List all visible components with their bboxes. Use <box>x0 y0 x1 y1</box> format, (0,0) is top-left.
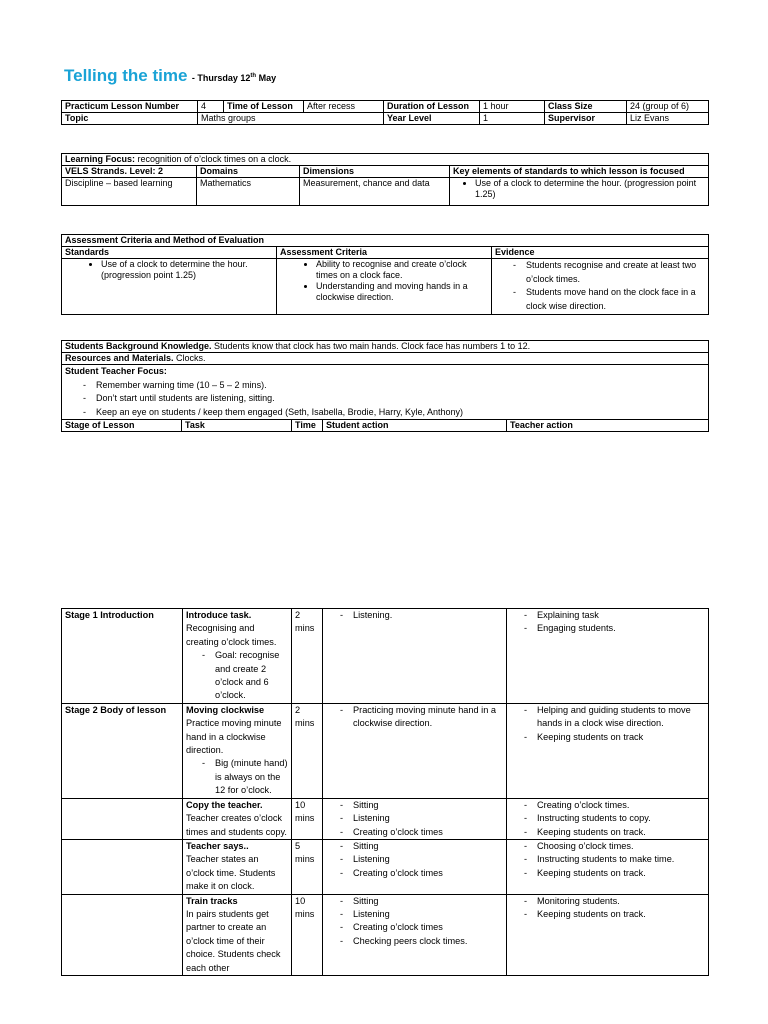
task-title: Train tracks <box>186 895 238 906</box>
duration-value: 1 hour <box>480 101 545 113</box>
student-actions <box>323 703 507 798</box>
student-action-item: - Checking peers clock times. <box>340 935 503 948</box>
resources-value: Clocks. <box>173 353 206 363</box>
task-title: Copy the teacher. <box>186 799 263 810</box>
teacher-action-item: - Keeping students on track. <box>524 908 705 921</box>
col-time: Time <box>292 420 323 432</box>
task-body: Teacher states an o’clock time. Students make it on clock. <box>186 854 276 892</box>
student-teacher-focus <box>62 365 709 420</box>
student-action-item: - Listening <box>340 853 503 866</box>
stage-name: Stage 1 Introduction <box>62 609 183 704</box>
background-table <box>61 340 709 432</box>
criteria-label: Assessment Criteria <box>277 247 492 259</box>
criteria-item: • Ability to recognise and create o’clock times on a clock face. <box>316 259 488 281</box>
student-action-item: - Listening. <box>340 609 503 622</box>
assessment-heading: Assessment Criteria and Method of Evaluation <box>62 235 709 247</box>
student-action-item: - Practicing moving minute hand in a clockwise direction. <box>340 704 503 731</box>
teacher-actions <box>507 839 709 894</box>
key-elements-list <box>450 178 709 206</box>
supervisor-label: Supervisor <box>545 113 627 125</box>
student-action-item: - Listening <box>340 908 503 921</box>
topic-value: Maths groups <box>198 113 384 125</box>
task-sub-item: - Goal: recognise and create 2 o’clock and 6 o’clock. <box>202 649 288 703</box>
stf-item: - Keep an eye on students / keep them engaged (Seth, Isabella, Brodie, Harry, Kyle, Anthony) <box>83 406 705 420</box>
stages-body <box>62 609 709 976</box>
stage-time: 10 mins <box>292 798 323 839</box>
student-action-item: - Sitting <box>340 799 503 812</box>
supervisor-value: Liz Evans <box>627 113 709 125</box>
stage-time: 2 mins <box>292 609 323 704</box>
student-action-item: - Creating o’clock times <box>340 826 503 839</box>
stage-row <box>62 609 709 704</box>
title-date-sup: th <box>250 73 257 79</box>
year-label: Year Level <box>384 113 480 125</box>
teacher-action-item: - Instructing students to make time. <box>524 853 705 866</box>
student-actions <box>323 609 507 704</box>
stage-row <box>62 703 709 798</box>
class-label: Class Size <box>545 101 627 113</box>
learning-focus-label: Learning Focus: <box>65 154 136 164</box>
teacher-action-item: - Engaging students. <box>524 622 705 635</box>
col-student: Student action <box>323 420 507 432</box>
evidence-item: - Students recognise and create at least two o’clock times. <box>513 259 705 286</box>
student-action-item: - Sitting <box>340 840 503 853</box>
learning-focus-value: recognition of o’clock times on a clock. <box>135 154 292 164</box>
time-value: After recess <box>304 101 384 113</box>
topic-label: Topic <box>62 113 198 125</box>
teacher-action-item: - Keeping students on track. <box>524 826 705 839</box>
task-body: In pairs students get partner to create an o’clock time of their choice. Students check each other <box>186 908 281 973</box>
dimensions-label: Dimensions <box>300 166 450 178</box>
stage-time: 2 mins <box>292 703 323 798</box>
learning-focus <box>62 154 709 166</box>
col-stage: Stage of Lesson <box>62 420 182 432</box>
key-element-item: • Use of a clock to determine the hour. (progression point 1.25) <box>475 178 705 200</box>
student-action-item: - Creating o’clock times <box>340 921 503 934</box>
teacher-action-item: - Keeping students on track <box>524 731 705 744</box>
title-date-prefix: - Thursday 12 <box>191 73 251 83</box>
evidence-item: - Students move hand on the clock face in a clock wise direction. <box>513 286 705 313</box>
stf-item: - Don’t start until students are listening, sitting. <box>83 392 705 406</box>
col-task: Task <box>182 420 292 432</box>
stage-name <box>62 894 183 975</box>
student-action-item: - Listening <box>340 812 503 825</box>
stage-row <box>62 798 709 839</box>
teacher-action-item: - Instructing students to copy. <box>524 812 705 825</box>
stf-label: Student Teacher Focus: <box>65 366 167 376</box>
task-body: Practice moving minute hand in a clockwise direction. <box>186 718 282 756</box>
title-main: Telling the time <box>64 66 188 85</box>
year-value: 1 <box>480 113 545 125</box>
task-title: Moving clockwise <box>186 704 265 715</box>
stage-task <box>183 609 292 704</box>
stage-task <box>183 839 292 894</box>
background-value: Students know that clock has two main hands. Clock face has numbers 1 to 12. <box>211 341 531 351</box>
stage-task <box>183 894 292 975</box>
lesson-info-table <box>61 100 709 125</box>
stage-name: Stage 2 Body of lesson <box>62 703 183 798</box>
criteria-item: • Understanding and moving hands in a clockwise direction. <box>316 281 488 303</box>
student-action-item: - Creating o’clock times <box>340 867 503 880</box>
student-action-item: - Sitting <box>340 895 503 908</box>
task-sub-item: - Big (minute hand) is always on the 12 for o’clock. <box>202 757 288 797</box>
teacher-actions <box>507 703 709 798</box>
teacher-actions <box>507 894 709 975</box>
col-teacher: Teacher action <box>507 420 709 432</box>
stage-name <box>62 798 183 839</box>
dimension-value: Measurement, chance and data <box>300 178 450 206</box>
duration-label: Duration of Lesson <box>384 101 480 113</box>
stage-task <box>183 703 292 798</box>
evidence-label: Evidence <box>492 247 709 259</box>
task-title: Introduce task. <box>186 610 252 620</box>
practicum-value: 4 <box>198 101 224 113</box>
evidence-list <box>492 259 709 315</box>
criteria-list <box>277 259 492 315</box>
teacher-action-item: - Explaining task <box>524 609 705 622</box>
resources-label: Resources and Materials. <box>65 353 174 363</box>
vels-strands: VELS Strands. Level: 2 <box>62 166 197 178</box>
domain-value: Mathematics <box>197 178 300 206</box>
stage-time: 10 mins <box>292 894 323 975</box>
student-actions <box>323 839 507 894</box>
teacher-actions <box>507 798 709 839</box>
practicum-label: Practicum Lesson Number <box>62 101 198 113</box>
student-actions <box>323 894 507 975</box>
resources <box>62 353 709 365</box>
title-date-suffix: May <box>256 73 277 83</box>
teacher-actions <box>507 609 709 704</box>
stf-item: - Remember warning time (10 – 5 – 2 mins). <box>83 379 705 393</box>
stages-table <box>61 608 709 976</box>
learning-focus-table <box>61 153 709 206</box>
student-actions <box>323 798 507 839</box>
teacher-action-item: - Monitoring students. <box>524 895 705 908</box>
domains-label: Domains <box>197 166 300 178</box>
teacher-action-item: - Choosing o’clock times. <box>524 840 705 853</box>
stage-time: 5 mins <box>292 839 323 894</box>
task-body: Recognising and creating o’clock times. <box>186 623 277 647</box>
page-title <box>64 66 276 86</box>
teacher-action-item: - Helping and guiding students to move hands in a clock wise direction. <box>524 704 705 731</box>
background-knowledge <box>62 341 709 353</box>
discipline-value: Discipline – based learning <box>62 178 197 206</box>
stage-task <box>183 798 292 839</box>
standard-item: • Use of a clock to determine the hour. (progression point 1.25) <box>101 259 273 281</box>
key-elements-label: Key elements of standards to which lesson is focused <box>450 166 709 178</box>
teacher-action-item: - Keeping students on track. <box>524 867 705 880</box>
title-date <box>192 73 276 83</box>
stage-row <box>62 894 709 975</box>
class-value: 24 (group of 6) <box>627 101 709 113</box>
background-label: Students Background Knowledge. <box>65 341 212 351</box>
standards-label: Standards <box>62 247 277 259</box>
stage-name <box>62 839 183 894</box>
task-body: Teacher creates o’clock times and students copy. <box>186 813 287 837</box>
time-label: Time of Lesson <box>224 101 304 113</box>
teacher-action-item: - Creating o’clock times. <box>524 799 705 812</box>
task-title: Teacher says.. <box>186 840 249 851</box>
standards-list <box>62 259 277 315</box>
stage-row <box>62 839 709 894</box>
assessment-table <box>61 234 709 315</box>
